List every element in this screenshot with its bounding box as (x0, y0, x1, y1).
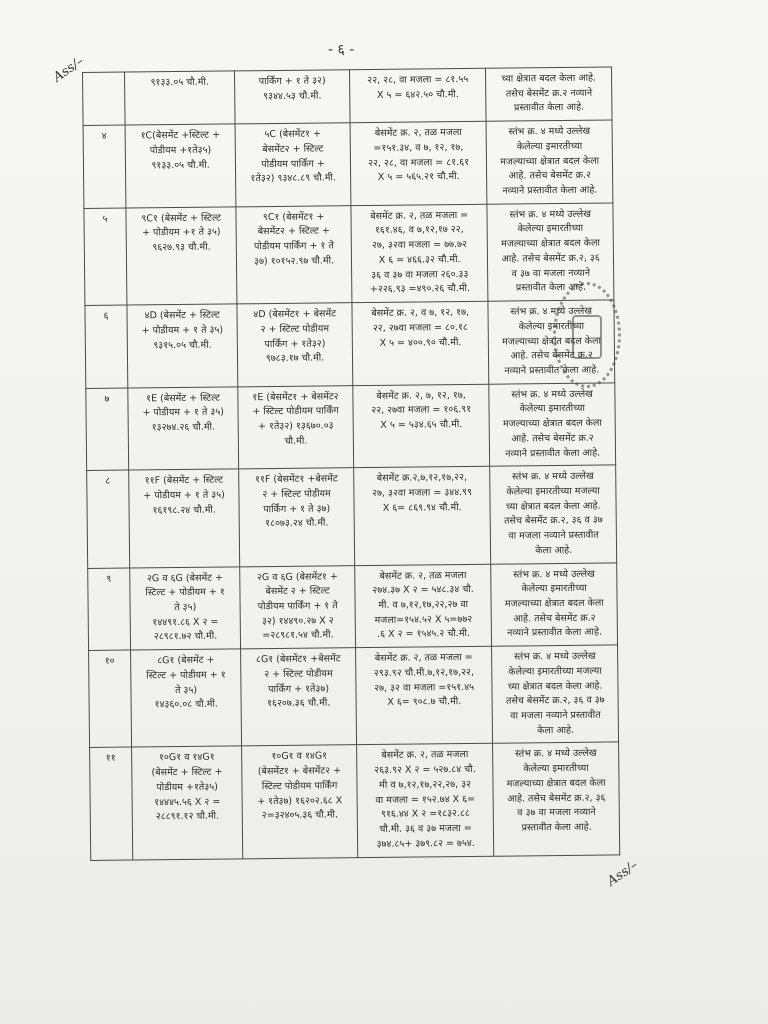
proposed-area-cell: ५C (बेसमेंट१ + बेसमेंट२ + स्टिल्ट पोडीयम पार्किंग + १ते३२) ९३४८.८९ चौ.मी. (235, 123, 350, 207)
serial-cell: ९ (88, 568, 131, 651)
floor-change-cell: बेसमेंट क्र.२,७,१२,१७,२२, २७, ३२वा मजला = ३४४.९९ X ६= ८६९.९४ चौ.मी. (354, 466, 492, 565)
table-row (86, 383, 616, 471)
floor-change-cell: बेसमेंट क्र. २, तळ मजला २७४.३७ X २ = ५४८.३४ चौ. मी. व ७,१२,१७,२२,२७ वा मजला=१५४.५२ X ५=७७२ .६ X २ = १५४५.२ चौ.मी. (355, 564, 492, 648)
initials-bottom: Ass/– (604, 857, 641, 890)
existing-area-cell: १०G१ व १४G१ (बेसमेंट + स्टिल्ट + पोडीयम +१ते३५) १४४४५.५६ X २ = २८८९१.१२ चौ.मी. (132, 746, 243, 859)
table-row (89, 645, 619, 748)
remarks-cell: स्तंभ क्र. ४ मध्ये उल्लेख केलेल्या इमारतीच्या मजल्याच्या क्षेत्रात बदल केला आहे. तसेच बेसमेंट क्र.२ नव्याने प्रस्तावीत केला आहे. (488, 300, 614, 384)
floor-change-cell: बेसमेंट क्र. २, तळ मजला = १६१.४६, व ७,१२,१७ २२, २७, ३२वा मजला = ७७.७२ X ६ = ४६६.३२ चौ.मी. ३६ व ३७ वा मजला २६०.३३ +२२६.९३ =४९०.२६ चौ.मी. (351, 204, 489, 303)
existing-area-cell: २G व ६G (बेसमेंट + स्टिल्ट + पोडीयम + १ ते ३५) १४४९१.८६ X २ = २८९८१.७२ चौ.मी. (130, 566, 241, 650)
floor-change-cell: बेसमेंट क्र. २, व ७, १२, १७, २२, २७वा मजला = ८०.१८ X ५ = ४००.९० चौ.मी. (352, 301, 489, 385)
serial-cell: ८ (87, 470, 130, 568)
table-row (83, 67, 613, 126)
proposed-area-cell: पार्किंग + १ ते ३२) ९३४४.५३ चौ.मी. (235, 70, 350, 124)
existing-area-cell: ९१३३.०५ चौ.मी. (125, 71, 236, 125)
remarks-cell: स्तंभ क्र. ४ मध्ये उल्लेख केलेल्या इमारतीच्या मजल्याच्या क्षेत्रात बदल केला आहे. तसेच बेसमेंट क्र.२ नव्याने प्रस्तावीत केला आहे. (486, 120, 612, 204)
proposed-area-cell: ९C१ (बेसमेंट१ + बेसमेंट२ + स्टिल्ट + पोडीयम पार्किंग + १ ते ३७) १०१५२.९७ चौ.मी. (236, 205, 352, 304)
serial-cell: ४ (83, 125, 126, 208)
floor-change-cell: बेसमेंट क्र. २, तळ मजला =१५१.३४, व ७, १२, १७, २२, २८, वा मजला = ८१.६१ X ५ = ५६५.२१ चौ.मी. (350, 121, 487, 205)
remarks-cell: स्तंभ क्र. ४ मध्ये उल्लेख केलेल्या इमारतीच्या मजल्याच्या क्षेत्रात बदल केला आहे. तसेच बेसमेंट क्र.२ नव्याने प्रस्तावीत केला आहे. (491, 562, 617, 646)
proposed-area-cell: १E (बेसमेंट१ + बेसमेंट२ + स्टिल्ट पोडीयम पार्किंग + १ते३२) १३६७०.०३ चौ.मी. (238, 385, 353, 469)
existing-area-cell: १E (बेसमेंट + स्टिल्ट + पोडीयम + १ ते ३५) १३२७४.२६ चौ.मी. (128, 387, 239, 471)
floor-change-cell: बेसमेंट क्र. २, ७, १२, १७, २२, २७वा मजला = १०६.९१ X ५ = ५३४.६५ चौ.मी. (353, 384, 490, 468)
official-seal-stamp (553, 282, 621, 388)
floor-change-cell: बेसमेंट क्र. २, तळ मजला = २९३.९२ चौ.मी.७,१२,१७,२२, २७, ३२ वा मजला =१५१.४५ X ६= ९०८.७ चौ.मी. (355, 646, 493, 745)
table-row (88, 562, 618, 650)
serial-cell (83, 72, 126, 126)
proposed-area-cell: ४D (बेसमेंट१ + बेसमेंट २ + स्टिल्ट पोडीयम पार्किंग + १ते३२) ९७८३.१७ चौ.मी. (237, 303, 352, 387)
existing-area-cell: ८G१ (बेसमेंट + स्टिल्ट + पोडीयम + १ ते ३५) १४३६०.०८ चौ.मी. (131, 649, 242, 747)
existing-area-cell: १C(बेसमेंट +स्टिल्ट + पोडीयम +१ते३५) ९१३३.०५ चौ.मी. (125, 124, 236, 208)
remarks-cell: स्तंभ क्र. ४ मध्ये उल्लेख केलेल्या इमारतीच्या मजल्याच्या क्षेत्रात बदल केला आहे. तसेच बेसमेंट क्र.२ नव्याने प्रस्तावीत केला आहे. (489, 383, 615, 467)
remarks-cell: स्तंभ क्र. ४ मध्ये उल्लेख केलेल्या इमारतीच्या मजल्याच्या क्षेत्रात बदल केला आहे. तसेच बेसमेंट क्र.२, ३६ व ३७ वा मजला नव्याने प्रस्तावीत केला आहे. (493, 742, 620, 855)
table-row (85, 300, 615, 388)
page-number: - ६ - (328, 42, 355, 58)
serial-cell: १० (89, 650, 132, 748)
table-row (90, 742, 620, 860)
existing-area-cell: ९C१ (बेसमेंट + स्टिल्ट + पोडीयम +१ ते ३५) ९६२७.९३ चौ.मी. (126, 207, 237, 305)
serial-cell: ५ (84, 208, 127, 306)
proposed-area-cell: २G व ६G (बेसमेंट१ + बेसमेंट २ + स्टिल्ट पोडीयम पार्किंग + १ ते ३२) १४४९०.२७ X २ =२८९८१.५४ चौ.मी. (240, 565, 355, 649)
proposed-area-cell: १०G१ व १४G१ (बेसमेंट१ + बेसमेंट२ + स्टिल्ट पोडीयम पार्किंग + १ते३७) १६२०२.६८ X २=३२४०५.३६ चौ.मी. (242, 745, 358, 858)
remarks-cell: स्तंभ क्र. ४ मध्ये उल्लेख केलेल्या इमारतीच्या मजल्या च्या क्षेत्रात बदल केला आहे. तसेच बेसमेंट क्र.२, ३६ व ३७ वा मजला नव्याने प्रस्तावीत केला आहे. (492, 645, 619, 744)
remarks-cell: स्तंभ क्र. ४ मध्ये उल्लेख केलेल्या इमारतीच्या मजल्याच्या क्षेत्रात बदल केला आहे. तसेच बेसमेंट क्र.२, ३६ व ३७ वा मजला नव्याने प्रस्तावीत केला आहे. (487, 203, 614, 302)
serial-cell: ७ (86, 388, 129, 471)
existing-area-cell: ११F (बेसमेंट + स्टिल्ट + पोडीयम + १ ते ३५) १६१९८.२४ चौ.मी. (129, 469, 240, 567)
building-area-table (82, 66, 620, 860)
initials-top: Ass/– (50, 53, 87, 86)
table-row (83, 120, 613, 208)
table-row (84, 203, 614, 306)
floor-change-cell: बेसमेंट क्र. २, तळ मजला २६३.९२ X २ = ५२७.८४ चौ. मी व ७,१२,१७,२२,२७, ३२ वा मजला = १५२.७४ X ६= ९१६.४४ X २ =१८३२.८८ चौ.मी. ३६ व ३७ मजला = ३७४.८५+ ३७९.८२ = ७५४. (356, 744, 494, 857)
remarks-cell: च्या क्षेत्रात बदल केला आहे. तसेच बेसमेंट क्र.२ नव्याने प्रस्तावीत केला आहे. (486, 67, 612, 121)
floor-change-cell: २२, २८, वा मजला = ८१.५५ X ५ = ६४२.५० चौ.मी. (349, 68, 486, 123)
existing-area-cell: ४D (बेसमेंट + स्टिल्ट + पोडीयम + १ ते ३५) ९३१५.०५ चौ.मी. (127, 304, 238, 388)
table-row (87, 465, 617, 568)
proposed-area-cell: ११F (बेसमेंट१ +बेसमेंट २ + स्टिल्ट पोडीयम पार्किंग + १ ते ३७) १८०७३.२४ चौ.मी. (239, 468, 355, 567)
serial-cell: ६ (85, 305, 128, 388)
serial-cell: ११ (90, 747, 133, 859)
remarks-cell: स्तंभ क्र. ४ मध्ये उल्लेख केलेल्या इमारतीच्या मजल्या च्या क्षेत्रात बदल केला आहे. तसेच बेसमेंट क्र.२, ३६ व ३७ वा मजला नव्याने प्रस्तावीत केला आहे. (490, 465, 617, 564)
proposed-area-cell: ८G१ (बेसमेंट१ +बेसमेंट २ + स्टिल्ट पोडीयम पार्किंग + १ते३७) १६२०७.३६ चौ.मी. (241, 648, 357, 747)
